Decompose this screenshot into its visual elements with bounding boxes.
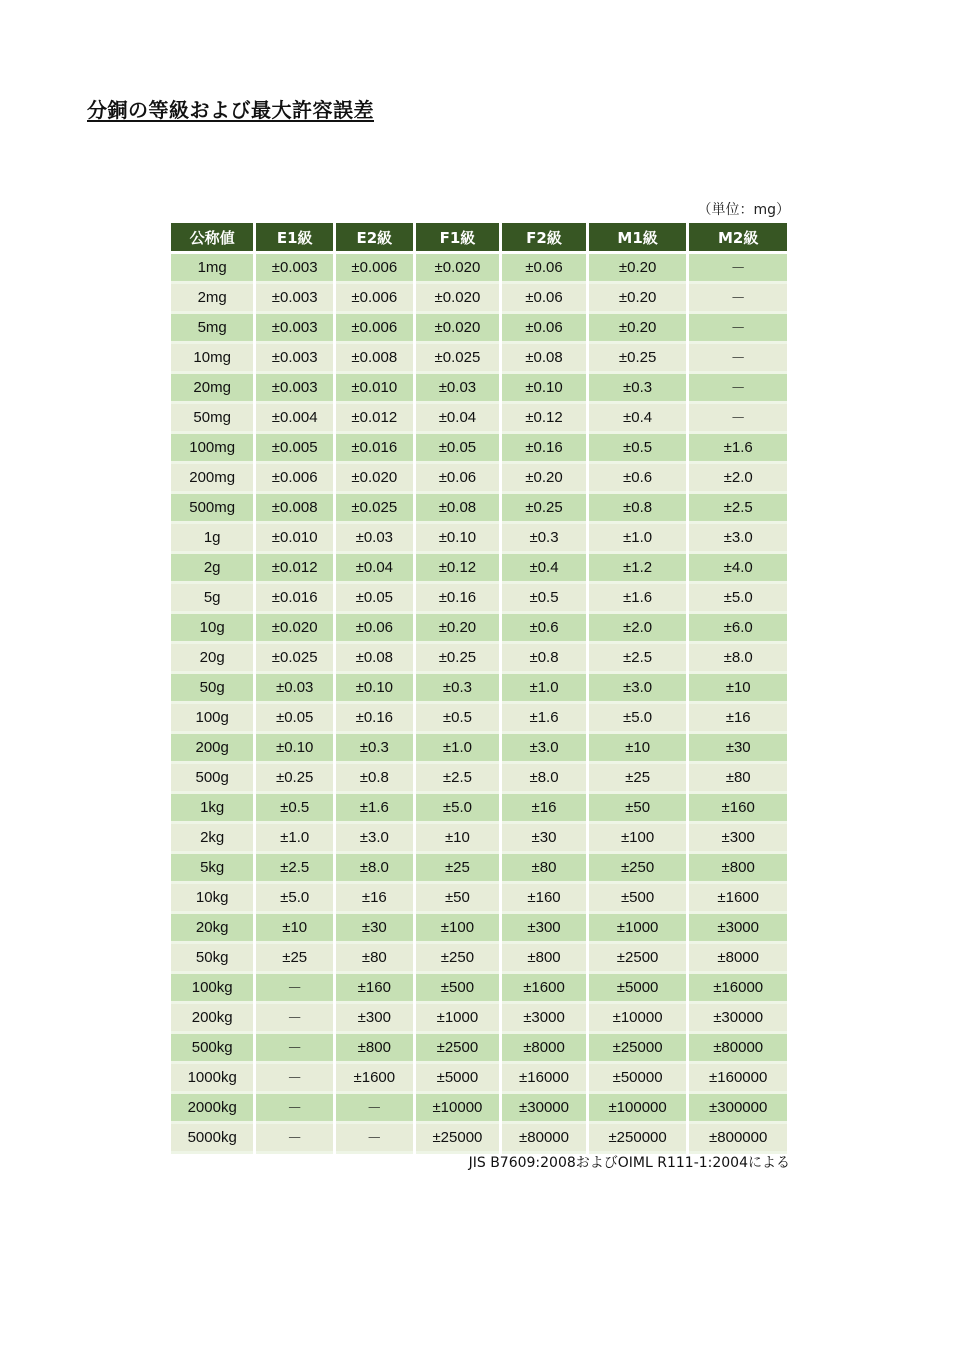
- tolerance-cell: ±80: [336, 944, 413, 974]
- tolerance-cell: ±3000: [502, 1004, 586, 1034]
- tolerance-cell: ±800: [502, 944, 586, 974]
- tolerance-cell: ±0.020: [416, 314, 500, 344]
- tolerance-cell: ±300: [336, 1004, 413, 1034]
- tolerance-cell: ±30000: [502, 1094, 586, 1124]
- table-row: [171, 344, 787, 374]
- table-row: [171, 1064, 787, 1094]
- tolerance-cell: ±8000: [689, 944, 787, 974]
- tolerance-cell: ±2500: [589, 944, 687, 974]
- nominal-value-cell: 5mg: [171, 314, 253, 344]
- tolerance-cell: ±30: [336, 914, 413, 944]
- tolerance-cell: ±5.0: [689, 584, 787, 614]
- source-note: JIS B7609:2008およびOIML R111-1:2004による: [468, 1155, 790, 1171]
- nominal-value-cell: 1mg: [171, 254, 253, 284]
- tolerance-cell: ±1.0: [256, 824, 333, 854]
- tolerance-cell: ±25000: [589, 1034, 687, 1064]
- tolerance-cell: ±2.0: [689, 464, 787, 494]
- nominal-value-cell: 2mg: [171, 284, 253, 314]
- tolerance-cell: ±0.006: [256, 464, 333, 494]
- table-row: [171, 1124, 787, 1154]
- nominal-value-cell: 500g: [171, 764, 253, 794]
- tolerance-cell: ±100000: [589, 1094, 687, 1124]
- tolerance-cell: ±0.06: [502, 314, 586, 344]
- tolerance-cell: －: [689, 344, 787, 374]
- tolerance-cell: ±16: [689, 704, 787, 734]
- tolerance-cell: ±10: [589, 734, 687, 764]
- tolerance-cell: ±0.03: [256, 674, 333, 704]
- tolerance-cell: ±0.10: [502, 374, 586, 404]
- tolerance-cell: ±0.006: [336, 254, 413, 284]
- column-header: F2級: [502, 223, 586, 254]
- tolerance-cell: ±10000: [416, 1094, 500, 1124]
- tolerance-cell: ±50: [589, 794, 687, 824]
- column-header: F1級: [416, 223, 500, 254]
- tolerance-cell: ±0.05: [256, 704, 333, 734]
- tolerance-cell: ±1000: [589, 914, 687, 944]
- table-row: [171, 854, 787, 884]
- tolerance-cell: ±5.0: [589, 704, 687, 734]
- tolerance-cell: ±0.20: [589, 254, 687, 284]
- tolerance-cell: ±16: [336, 884, 413, 914]
- tolerance-cell: ±16000: [689, 974, 787, 1004]
- nominal-value-cell: 5g: [171, 584, 253, 614]
- tolerance-cell: ±1000: [416, 1004, 500, 1034]
- nominal-value-cell: 50mg: [171, 404, 253, 434]
- tolerance-cell: ±250000: [589, 1124, 687, 1154]
- tolerance-cell: ±0.016: [256, 584, 333, 614]
- tolerance-cell: ±0.10: [336, 674, 413, 704]
- tolerance-cell: ±800: [336, 1034, 413, 1064]
- tolerance-cell: ±0.06: [502, 254, 586, 284]
- tolerance-cell: ±0.003: [256, 314, 333, 344]
- table-row: [171, 674, 787, 704]
- tolerance-cell: ±50000: [589, 1064, 687, 1094]
- column-header: M2級: [689, 223, 787, 254]
- nominal-value-cell: 100g: [171, 704, 253, 734]
- tolerance-cell: ±800: [689, 854, 787, 884]
- tolerance-cell: ±0.4: [502, 554, 586, 584]
- tolerance-cell: ±3.0: [589, 674, 687, 704]
- tolerance-cell: ±0.8: [502, 644, 586, 674]
- table-row: [171, 464, 787, 494]
- nominal-value-cell: 5kg: [171, 854, 253, 884]
- column-header: M1級: [589, 223, 687, 254]
- nominal-value-cell: 2000kg: [171, 1094, 253, 1124]
- tolerance-cell: ±300: [502, 914, 586, 944]
- tolerance-cell: ±2.5: [256, 854, 333, 884]
- tolerance-cell: ±0.06: [502, 284, 586, 314]
- table-row: [171, 1034, 787, 1064]
- tolerance-cell: ±0.004: [256, 404, 333, 434]
- nominal-value-cell: 50kg: [171, 944, 253, 974]
- tolerance-cell: ±0.3: [336, 734, 413, 764]
- tolerance-cell: ±1.6: [336, 794, 413, 824]
- tolerance-cell: ±1.6: [502, 704, 586, 734]
- tolerance-cell: ±0.020: [336, 464, 413, 494]
- table-row: [171, 734, 787, 764]
- nominal-value-cell: 1kg: [171, 794, 253, 824]
- tolerance-cell: ±100: [589, 824, 687, 854]
- unit-note: （単位：mg）: [697, 202, 790, 218]
- column-header: E1級: [256, 223, 333, 254]
- tolerance-cell: ±160: [336, 974, 413, 1004]
- tolerance-cell: ±800000: [689, 1124, 787, 1154]
- tolerance-cell: －: [689, 284, 787, 314]
- tolerance-cell: ±80000: [689, 1034, 787, 1064]
- nominal-value-cell: 2kg: [171, 824, 253, 854]
- tolerance-cell: ±0.16: [336, 704, 413, 734]
- tolerance-cell: －: [256, 1064, 333, 1094]
- tolerance-cell: ±3.0: [689, 524, 787, 554]
- nominal-value-cell: 200mg: [171, 464, 253, 494]
- tolerance-cell: ±0.005: [256, 434, 333, 464]
- nominal-value-cell: 10kg: [171, 884, 253, 914]
- tolerance-cell: ±0.012: [336, 404, 413, 434]
- table-row: [171, 914, 787, 944]
- column-header: E2級: [336, 223, 413, 254]
- tolerance-cell: ±0.025: [256, 644, 333, 674]
- tolerance-cell: ±30: [502, 824, 586, 854]
- tolerance-cell: ±0.5: [416, 704, 500, 734]
- nominal-value-cell: 1g: [171, 524, 253, 554]
- tolerance-cell: ±10: [416, 824, 500, 854]
- nominal-value-cell: 20mg: [171, 374, 253, 404]
- tolerance-cell: ±5000: [589, 974, 687, 1004]
- table-row: [171, 554, 787, 584]
- table-row: [171, 494, 787, 524]
- tolerance-cell: ±0.003: [256, 344, 333, 374]
- table-row: [171, 404, 787, 434]
- tolerance-cell: ±0.10: [416, 524, 500, 554]
- tolerance-cell: ±0.20: [416, 614, 500, 644]
- table-row: [171, 704, 787, 734]
- table-row: [171, 1094, 787, 1124]
- tolerance-cell: ±160: [502, 884, 586, 914]
- nominal-value-cell: 50g: [171, 674, 253, 704]
- tolerance-cell: ±0.5: [502, 584, 586, 614]
- tolerance-cell: ±0.06: [336, 614, 413, 644]
- table-row: [171, 794, 787, 824]
- tolerance-cell: ±0.020: [256, 614, 333, 644]
- tolerance-cell: ±10: [256, 914, 333, 944]
- tolerance-cell: ±0.016: [336, 434, 413, 464]
- tolerance-cell: ±25000: [416, 1124, 500, 1154]
- tolerance-cell: ±5.0: [416, 794, 500, 824]
- tolerance-cell: ±0.10: [256, 734, 333, 764]
- tolerance-cell: ±1600: [689, 884, 787, 914]
- nominal-value-cell: 2g: [171, 554, 253, 584]
- tolerance-cell: ±0.6: [502, 614, 586, 644]
- table-row: [171, 644, 787, 674]
- tolerance-cell: －: [256, 974, 333, 1004]
- tolerance-cell: ±0.010: [256, 524, 333, 554]
- tolerance-cell: ±0.25: [502, 494, 586, 524]
- tolerance-cell: ±2.5: [689, 494, 787, 524]
- nominal-value-cell: 20g: [171, 644, 253, 674]
- nominal-value-cell: 100kg: [171, 974, 253, 1004]
- tolerance-cell: ±6.0: [689, 614, 787, 644]
- tolerance-cell: ±0.20: [589, 284, 687, 314]
- tolerance-cell: ±0.006: [336, 284, 413, 314]
- nominal-value-cell: 10mg: [171, 344, 253, 374]
- tolerance-cell: ±30000: [689, 1004, 787, 1034]
- tolerance-cell: ±4.0: [689, 554, 787, 584]
- table-row: [171, 254, 787, 284]
- tolerance-cell: ±0.003: [256, 254, 333, 284]
- tolerance-cell: －: [256, 1034, 333, 1064]
- tolerance-cell: ±0.6: [589, 464, 687, 494]
- tolerance-cell: ±100: [416, 914, 500, 944]
- tolerance-cell: －: [689, 374, 787, 404]
- tolerance-cell: －: [689, 404, 787, 434]
- tolerance-cell: ±0.012: [256, 554, 333, 584]
- tolerance-cell: ±250: [589, 854, 687, 884]
- tolerance-table: [168, 223, 790, 1154]
- tolerance-cell: ±250: [416, 944, 500, 974]
- tolerance-cell: ±0.020: [416, 284, 500, 314]
- nominal-value-cell: 500kg: [171, 1034, 253, 1064]
- tolerance-cell: －: [256, 1094, 333, 1124]
- column-header: 公称値: [171, 223, 253, 254]
- tolerance-cell: ±1.6: [689, 434, 787, 464]
- tolerance-cell: ±0.05: [416, 434, 500, 464]
- tolerance-cell: ±25: [589, 764, 687, 794]
- tolerance-cell: ±8.0: [336, 854, 413, 884]
- tolerance-cell: ±2.5: [589, 644, 687, 674]
- tolerance-cell: －: [689, 314, 787, 344]
- tolerance-cell: ±0.4: [589, 404, 687, 434]
- tolerance-cell: ±50: [416, 884, 500, 914]
- nominal-value-cell: 20kg: [171, 914, 253, 944]
- tolerance-cell: ±0.3: [589, 374, 687, 404]
- table-row: [171, 974, 787, 1004]
- tolerance-cell: ±2.5: [416, 764, 500, 794]
- tolerance-cell: ±30: [689, 734, 787, 764]
- tolerance-cell: ±2.0: [589, 614, 687, 644]
- tolerance-cell: ±5.0: [256, 884, 333, 914]
- tolerance-cell: －: [689, 254, 787, 284]
- tolerance-cell: ±0.16: [502, 434, 586, 464]
- nominal-value-cell: 5000kg: [171, 1124, 253, 1154]
- tolerance-cell: ±0.25: [256, 764, 333, 794]
- tolerance-cell: ±0.20: [589, 314, 687, 344]
- tolerance-cell: ±0.03: [336, 524, 413, 554]
- tolerance-cell: ±80000: [502, 1124, 586, 1154]
- nominal-value-cell: 10g: [171, 614, 253, 644]
- tolerance-cell: ±80: [689, 764, 787, 794]
- tolerance-cell: ±160000: [689, 1064, 787, 1094]
- tolerance-cell: ±10: [689, 674, 787, 704]
- tolerance-cell: ±0.08: [416, 494, 500, 524]
- tolerance-cell: ±0.25: [416, 644, 500, 674]
- table-row: [171, 284, 787, 314]
- tolerance-cell: －: [336, 1094, 413, 1124]
- tolerance-cell: ±25: [416, 854, 500, 884]
- tolerance-cell: ±1.0: [589, 524, 687, 554]
- tolerance-cell: ±1.6: [589, 584, 687, 614]
- tolerance-cell: ±0.5: [589, 434, 687, 464]
- nominal-value-cell: 100mg: [171, 434, 253, 464]
- nominal-value-cell: 200kg: [171, 1004, 253, 1034]
- tolerance-cell: ±0.04: [336, 554, 413, 584]
- tolerance-cell: ±0.010: [336, 374, 413, 404]
- tolerance-cell: ±0.008: [336, 344, 413, 374]
- tolerance-cell: －: [256, 1124, 333, 1154]
- tolerance-cell: ±0.04: [416, 404, 500, 434]
- table-row: [171, 944, 787, 974]
- tolerance-cell: ±500: [589, 884, 687, 914]
- tolerance-cell: ±25: [256, 944, 333, 974]
- tolerance-cell: ±1.0: [416, 734, 500, 764]
- tolerance-cell: ±8.0: [502, 764, 586, 794]
- nominal-value-cell: 1000kg: [171, 1064, 253, 1094]
- table-body: [171, 254, 787, 1154]
- table-row: [171, 314, 787, 344]
- table-row: [171, 434, 787, 464]
- tolerance-cell: －: [256, 1004, 333, 1034]
- tolerance-cell: ±0.03: [416, 374, 500, 404]
- tolerance-cell: ±160: [689, 794, 787, 824]
- page-title: 分銅の等級および最大許容誤差: [87, 98, 374, 122]
- tolerance-cell: ±5000: [416, 1064, 500, 1094]
- table-header-row: [171, 223, 787, 254]
- tolerance-cell: ±0.8: [336, 764, 413, 794]
- tolerance-cell: ±0.20: [502, 464, 586, 494]
- tolerance-cell: ±80: [502, 854, 586, 884]
- table-row: [171, 884, 787, 914]
- tolerance-cell: ±10000: [589, 1004, 687, 1034]
- tolerance-cell: ±0.25: [589, 344, 687, 374]
- tolerance-cell: ±0.008: [256, 494, 333, 524]
- tolerance-cell: ±500: [416, 974, 500, 1004]
- tolerance-cell: ±0.08: [502, 344, 586, 374]
- table-row: [171, 824, 787, 854]
- tolerance-cell: ±2500: [416, 1034, 500, 1064]
- tolerance-cell: ±3000: [689, 914, 787, 944]
- tolerance-cell: ±1600: [502, 974, 586, 1004]
- tolerance-cell: ±0.16: [416, 584, 500, 614]
- tolerance-cell: ±3.0: [336, 824, 413, 854]
- tolerance-cell: ±1600: [336, 1064, 413, 1094]
- tolerance-cell: ±0.8: [589, 494, 687, 524]
- tolerance-cell: ±0.08: [336, 644, 413, 674]
- nominal-value-cell: 200g: [171, 734, 253, 764]
- tolerance-cell: ±8000: [502, 1034, 586, 1064]
- tolerance-cell: ±1.2: [589, 554, 687, 584]
- tolerance-cell: ±3.0: [502, 734, 586, 764]
- tolerance-cell: ±0.3: [502, 524, 586, 554]
- tolerance-cell: ±0.003: [256, 284, 333, 314]
- tolerance-cell: ±0.12: [416, 554, 500, 584]
- tolerance-cell: ±0.025: [416, 344, 500, 374]
- tolerance-cell: ±8.0: [689, 644, 787, 674]
- tolerance-cell: ±0.020: [416, 254, 500, 284]
- table-row: [171, 764, 787, 794]
- tolerance-cell: ±0.05: [336, 584, 413, 614]
- tolerance-cell: ±16000: [502, 1064, 586, 1094]
- tolerance-cell: ±0.12: [502, 404, 586, 434]
- tolerance-cell: ±300: [689, 824, 787, 854]
- tolerance-cell: －: [336, 1124, 413, 1154]
- tolerance-cell: ±0.025: [336, 494, 413, 524]
- nominal-value-cell: 500mg: [171, 494, 253, 524]
- tolerance-cell: ±0.006: [336, 314, 413, 344]
- tolerance-cell: ±0.06: [416, 464, 500, 494]
- tolerance-cell: ±0.003: [256, 374, 333, 404]
- tolerance-cell: ±1.0: [502, 674, 586, 704]
- table-row: [171, 374, 787, 404]
- tolerance-cell: ±0.3: [416, 674, 500, 704]
- table-row: [171, 614, 787, 644]
- tolerance-cell: ±300000: [689, 1094, 787, 1124]
- tolerance-cell: ±0.5: [256, 794, 333, 824]
- table-row: [171, 584, 787, 614]
- table-row: [171, 1004, 787, 1034]
- tolerance-cell: ±16: [502, 794, 586, 824]
- table-row: [171, 524, 787, 554]
